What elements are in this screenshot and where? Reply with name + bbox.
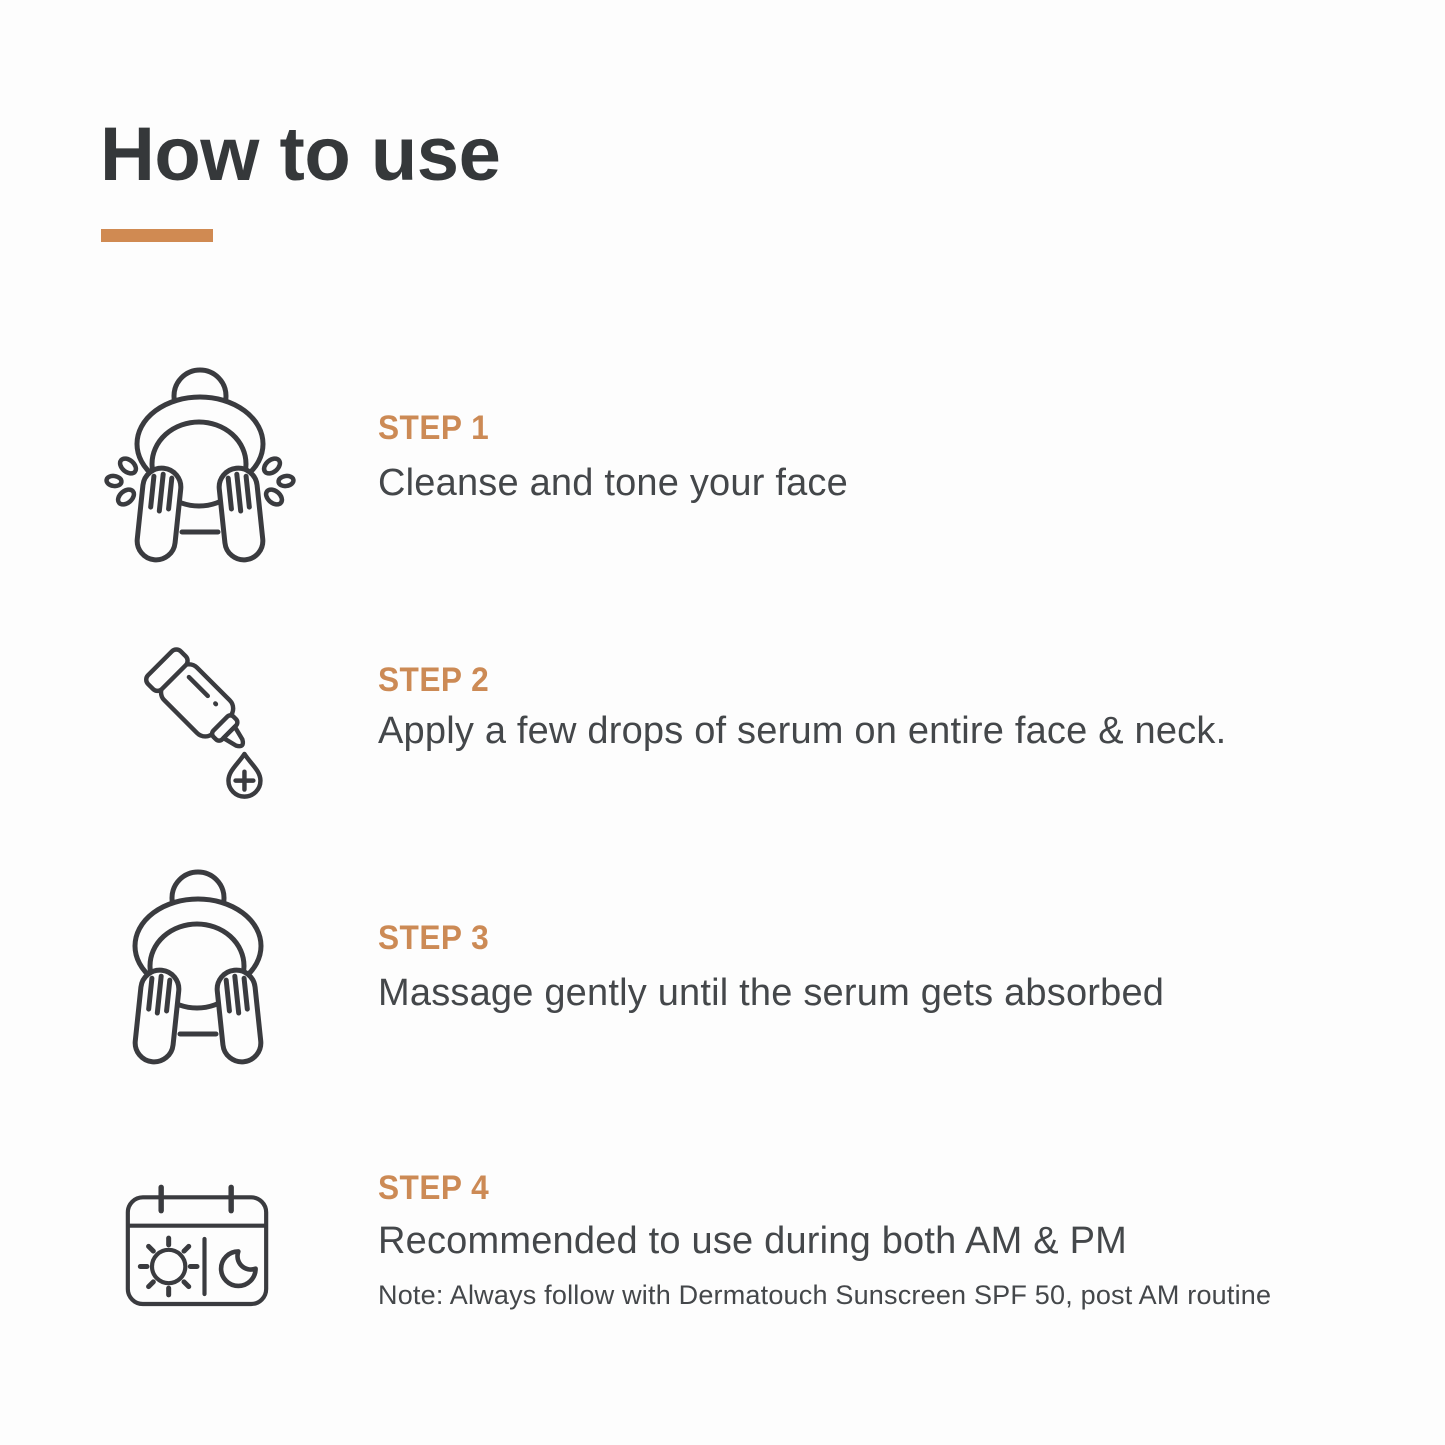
step-4-note: Note: Always follow with Dermatouch Sunscreen SPF 50, post AM routine	[378, 1280, 1272, 1310]
step-2-description: Apply a few drops of serum on entire face & neck.	[378, 710, 1227, 752]
step-4-description: Recommended to use during both AM & PM	[378, 1220, 1127, 1262]
step-1-description: Cleanse and tone your face	[378, 462, 848, 504]
step-1-label: STEP 1	[378, 409, 490, 447]
face-wash-icon	[90, 356, 310, 576]
serum-dropper-icon	[128, 633, 288, 802]
title-underline	[101, 229, 213, 242]
step-3-description: Massage gently until the serum gets absorbed	[378, 972, 1165, 1014]
am-pm-calendar-icon	[122, 1184, 272, 1309]
page-title: How to use	[100, 112, 501, 197]
face-massage-icon	[88, 858, 308, 1078]
step-3-label: STEP 3	[378, 919, 490, 957]
step-4-label: STEP 4	[378, 1169, 490, 1207]
step-2-label: STEP 2	[378, 661, 490, 699]
